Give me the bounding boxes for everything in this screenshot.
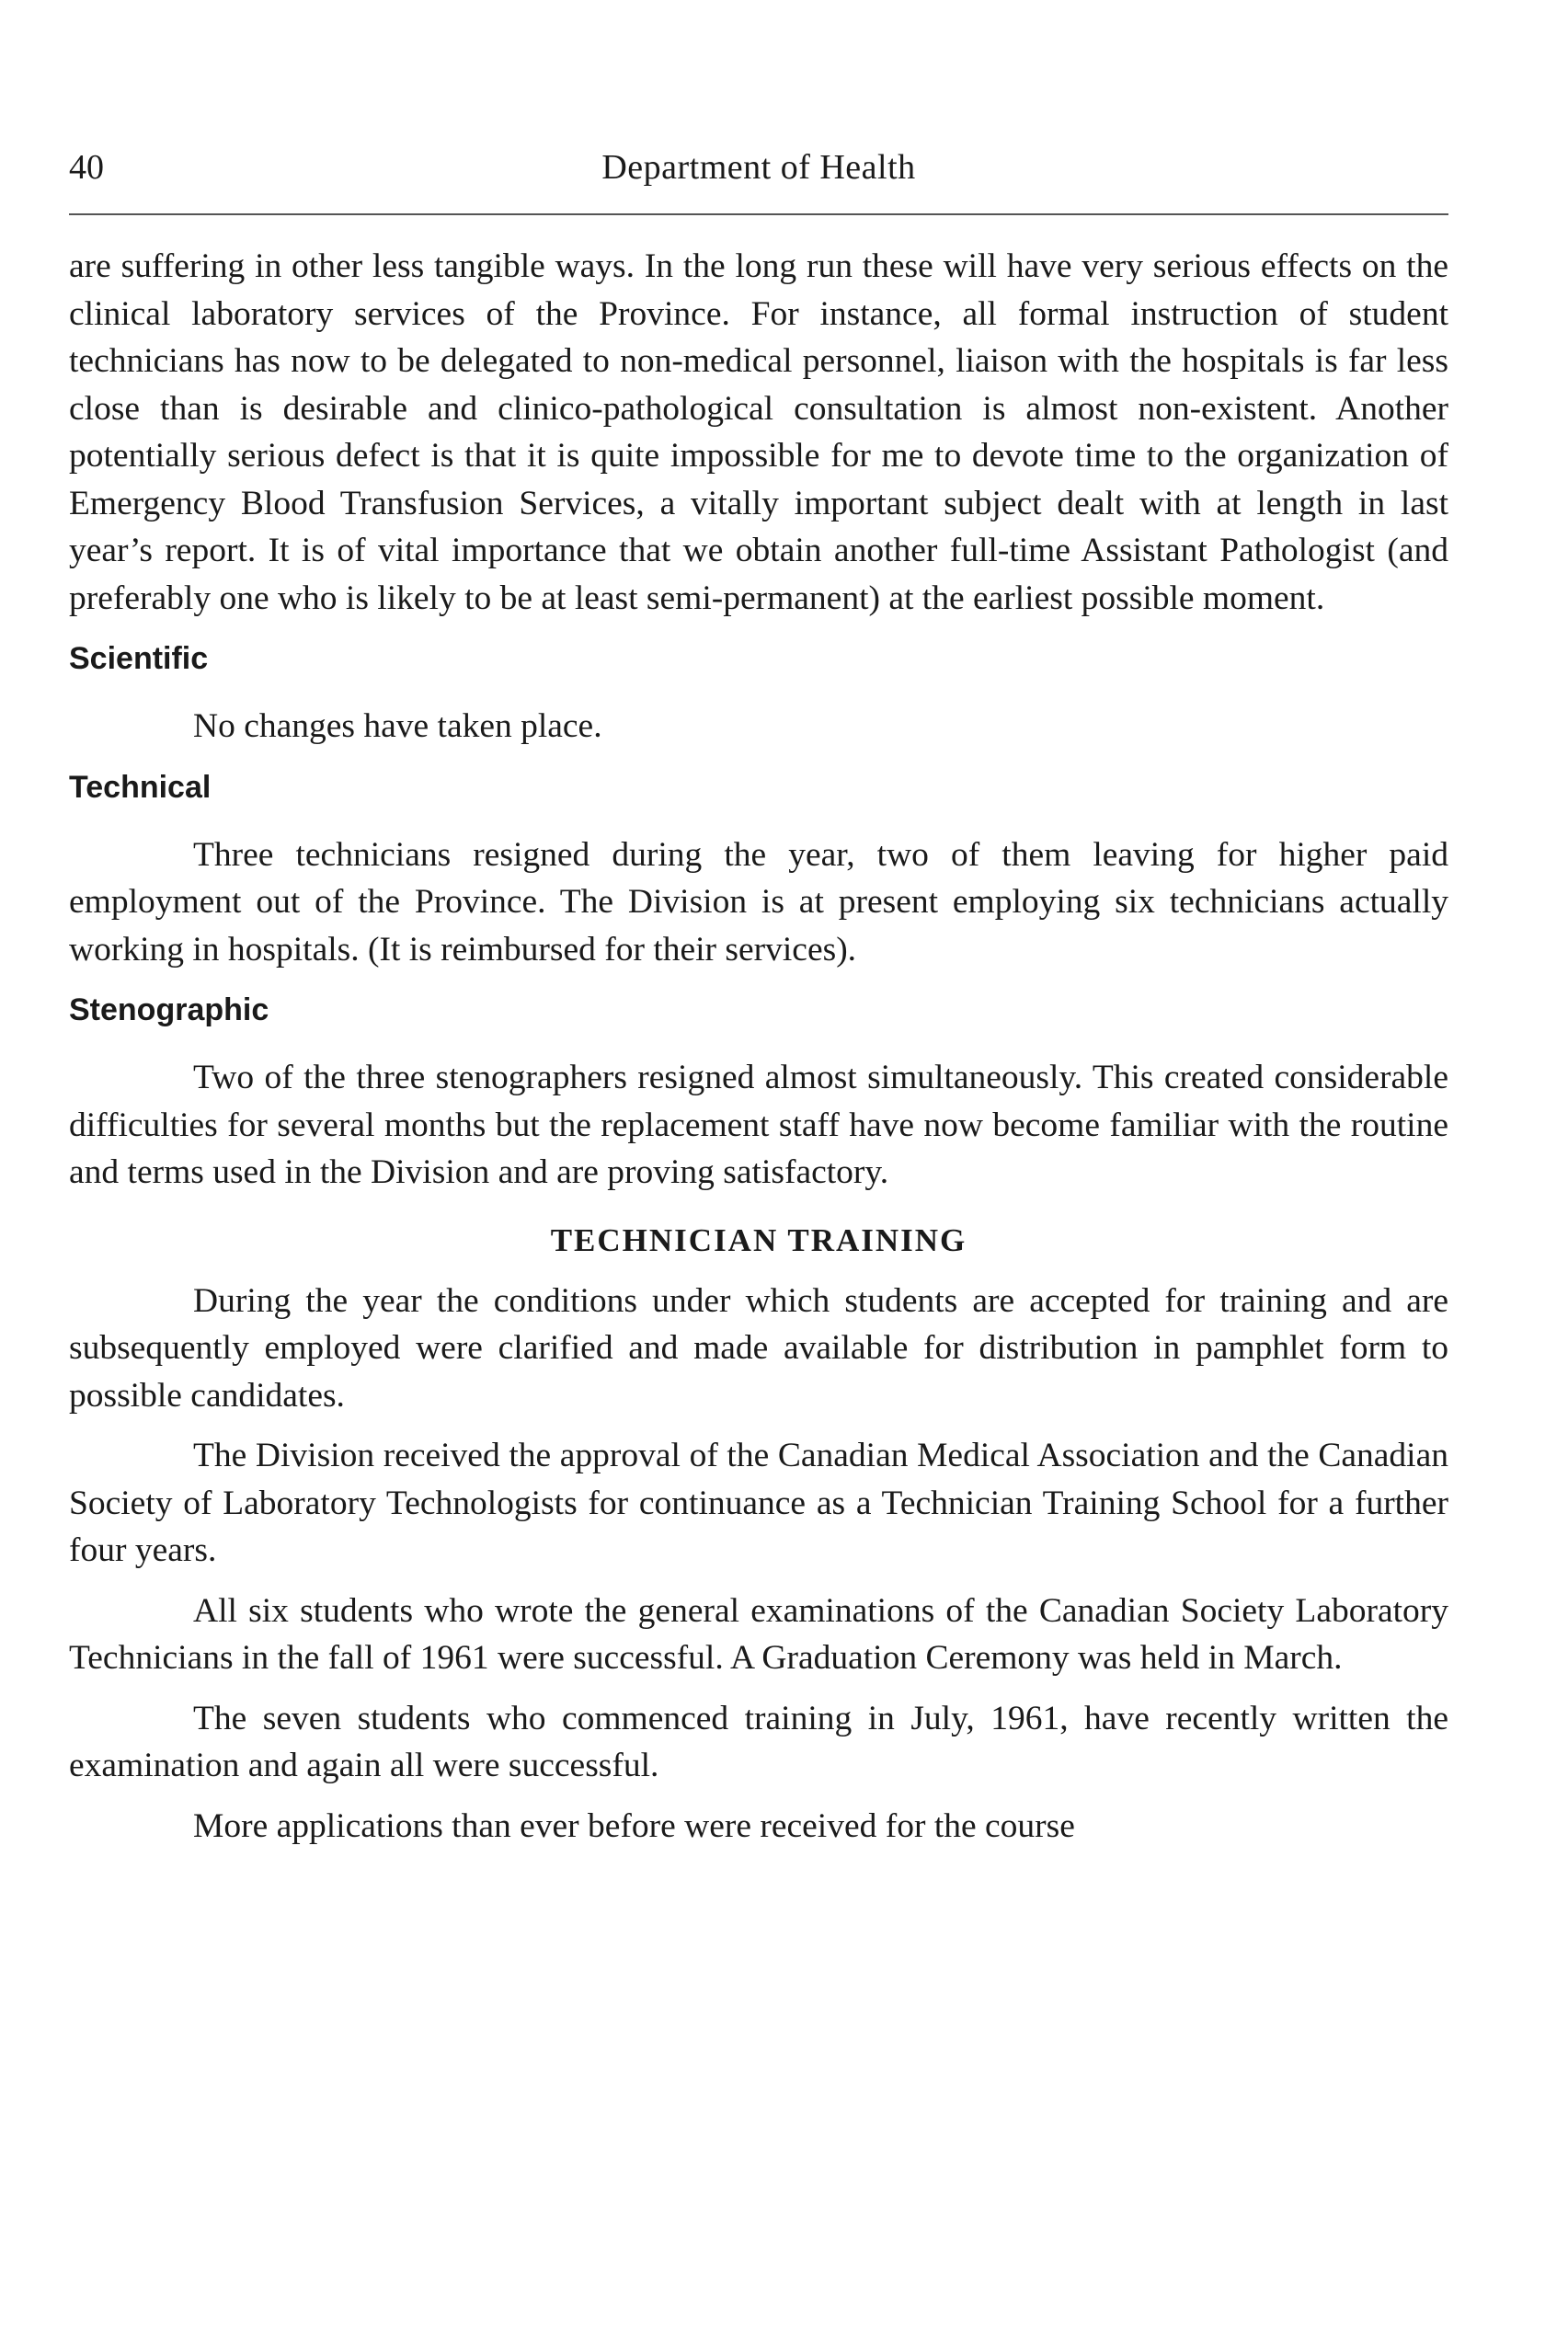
training-paragraph: During the year the conditions under which students are accepted for training and are subsequently employed were clarified and made available for distribution in pamphlet form to possible candidates. — [69, 1281, 1448, 1415]
running-head: Department of Health — [601, 148, 916, 187]
continuation-paragraph: are suffering in other less tangible ways. In the long run these will have very serious effects on the clinical laboratory services of the Province. For instance, all formal instruction of student technicians has now to be delegated to non-medical personnel, liaison with the hospitals is far less close than is desirable and clinico-pathological consultation is almost non-existent. Another potentially serious defect is that it is quite impossible for me to devote time to the organization of Emergency Blood Transfusion Services, a vitally important subject dealt with at length in last year’s report. It is of vital importance that we obtain another full-time Assistant Pathologist (and preferably one who is likely to be at least semi-permanent) at the earliest possible moment. — [69, 247, 1448, 617]
stenographic-heading: Stenographic — [69, 992, 269, 1027]
technician-training-heading: TECHNICIAN TRAINING — [550, 1221, 967, 1258]
scientific-heading: Scientific — [69, 641, 209, 676]
scientific-paragraph: No changes have taken place. — [193, 707, 602, 745]
training-paragraph: All six students who wrote the general examinations of the Canadian Society Laboratory Technicians in the fall of 1961 were successful. A Graduation Ceremony was held in March. — [69, 1591, 1448, 1677]
training-paragraph: More applications than ever before were received for the course — [193, 1806, 1075, 1845]
page-header — [69, 147, 1448, 202]
training-paragraph: The Division received the approval of the Canadian Medical Association and the Canadian Society of Laboratory Technologists for continuance as a Technician Training School for a further four years. — [69, 1437, 1448, 1569]
training-paragraph: The seven students who commenced training in July, 1961, have recently written the examination and again all were successful. — [69, 1699, 1448, 1784]
page-body — [69, 243, 1448, 1850]
technical-heading: Technical — [69, 769, 212, 805]
header-rule — [69, 213, 1448, 215]
stenographic-paragraph: Two of the three stenographers resigned almost simultaneously. This created considerable difficulties for several months but the replacement staff have now become familiar with the routine and terms used in the Division and are proving satisfactory. — [69, 1059, 1448, 1191]
technical-paragraph: Three technicians resigned during the year, two of them leaving for higher paid employment out of the Province. The Division is at present employing six technicians actually working in hospitals. (It is reimbursed for their services). — [69, 835, 1448, 969]
page-number: 40 — [69, 148, 104, 187]
